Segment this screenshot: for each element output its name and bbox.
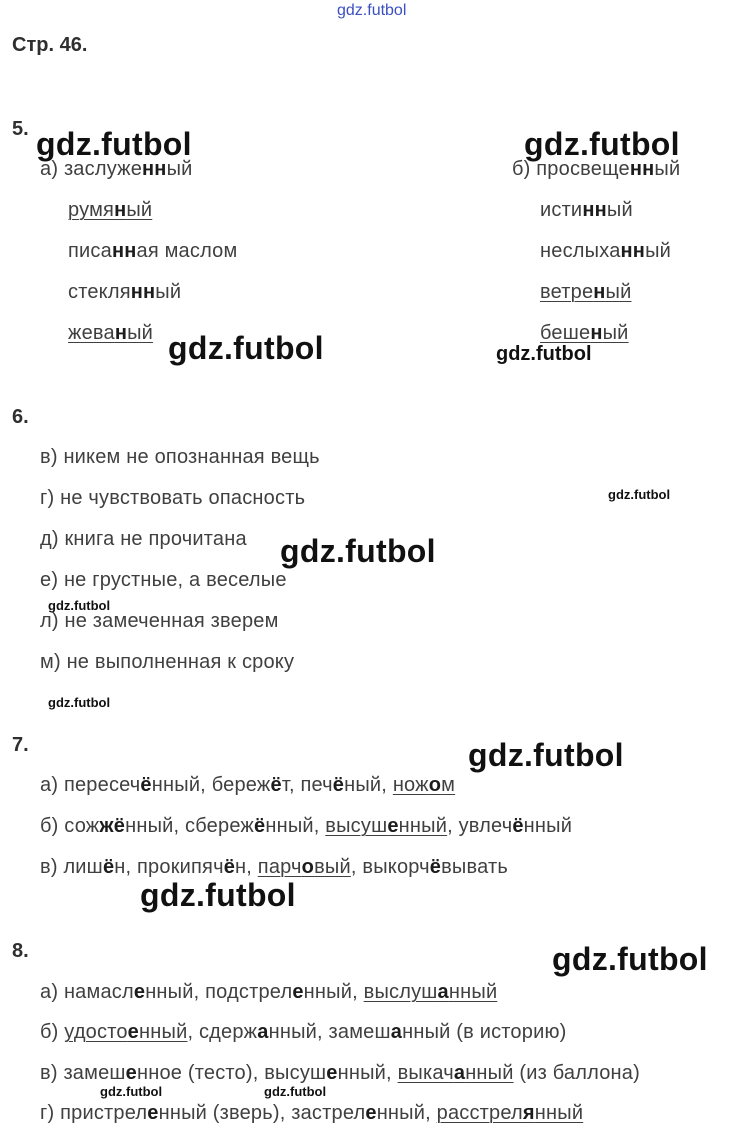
page-title: Стр. 46. <box>12 34 88 56</box>
exercise-7-number: 7. <box>12 734 29 756</box>
exercise-6-number: 6. <box>12 406 29 428</box>
ex5-a-heading: а) заслуженный <box>40 158 193 180</box>
watermark-7: gdz.futbol <box>48 598 111 613</box>
watermark-2: gdz.futbol <box>524 126 680 162</box>
watermark-10: gdz.futbol <box>140 877 296 913</box>
watermark-4: gdz.futbol <box>496 343 592 365</box>
watermark-3: gdz.futbol <box>168 330 324 366</box>
exercise-5-number: 5. <box>12 118 29 140</box>
ex5-b-item-2: неслыханный <box>540 240 672 262</box>
exercise-8-number: 8. <box>12 940 29 962</box>
watermark-12: gdz.futbol <box>100 1084 163 1099</box>
ex6-line-6: м) не выполненная к сроку <box>40 651 295 673</box>
ex5-a-item-1: румяный <box>68 199 153 221</box>
ex5-b-heading: б) просвещенный <box>512 158 681 180</box>
ex5-a-item-4: жеваный <box>68 322 154 344</box>
ex7-line-b: б) сожжённый, сбережённый, высушенный, увлечённый <box>40 815 573 837</box>
watermark-8: gdz.futbol <box>48 695 111 710</box>
watermark-11: gdz.futbol <box>552 941 708 977</box>
ex5-b-item-4: бешеный <box>540 322 629 344</box>
ex8-line-c: в) замешенное (тесто), высушенный, выкачанный (из баллона) <box>40 1062 640 1084</box>
watermark-9: gdz.futbol <box>468 737 624 773</box>
ex8-line-d: г) пристреленный (зверь), застреленный, расстрелянный <box>40 1102 584 1124</box>
ex6-line-2: г) не чувствовать опасность <box>40 487 306 509</box>
ex6-line-5: л) не замеченная зверем <box>40 610 279 632</box>
ex6-line-1: в) никем не опознанная вещь <box>40 446 320 468</box>
watermark-top: gdz.futbol <box>337 2 407 19</box>
ex6-line-3: д) книга не прочитана <box>40 528 247 550</box>
watermark-1: gdz.futbol <box>36 126 192 162</box>
ex7-line-c: в) лишён, прокипячён, парчовый, выкорчёвывать <box>40 856 508 878</box>
ex6-line-4: е) не грустные, а веселые <box>40 569 287 591</box>
watermark-13: gdz.futbol <box>264 1084 327 1099</box>
watermark-6: gdz.futbol <box>280 533 436 569</box>
ex8-line-a: а) намасленный, подстреленный, выслушанный <box>40 981 498 1003</box>
ex5-b-item-3: ветреный <box>540 281 632 303</box>
ex7-line-a: а) пересечённый, бережёт, печёный, ножом <box>40 774 456 796</box>
watermark-5: gdz.futbol <box>608 487 671 502</box>
ex5-a-item-3: стеклянный <box>68 281 182 303</box>
ex8-line-b: б) удостоенный, сдержанный, замешанный (в историю) <box>40 1021 567 1043</box>
ex5-b-item-1: истинный <box>540 199 633 221</box>
ex5-a-item-2: писанная маслом <box>68 240 238 262</box>
